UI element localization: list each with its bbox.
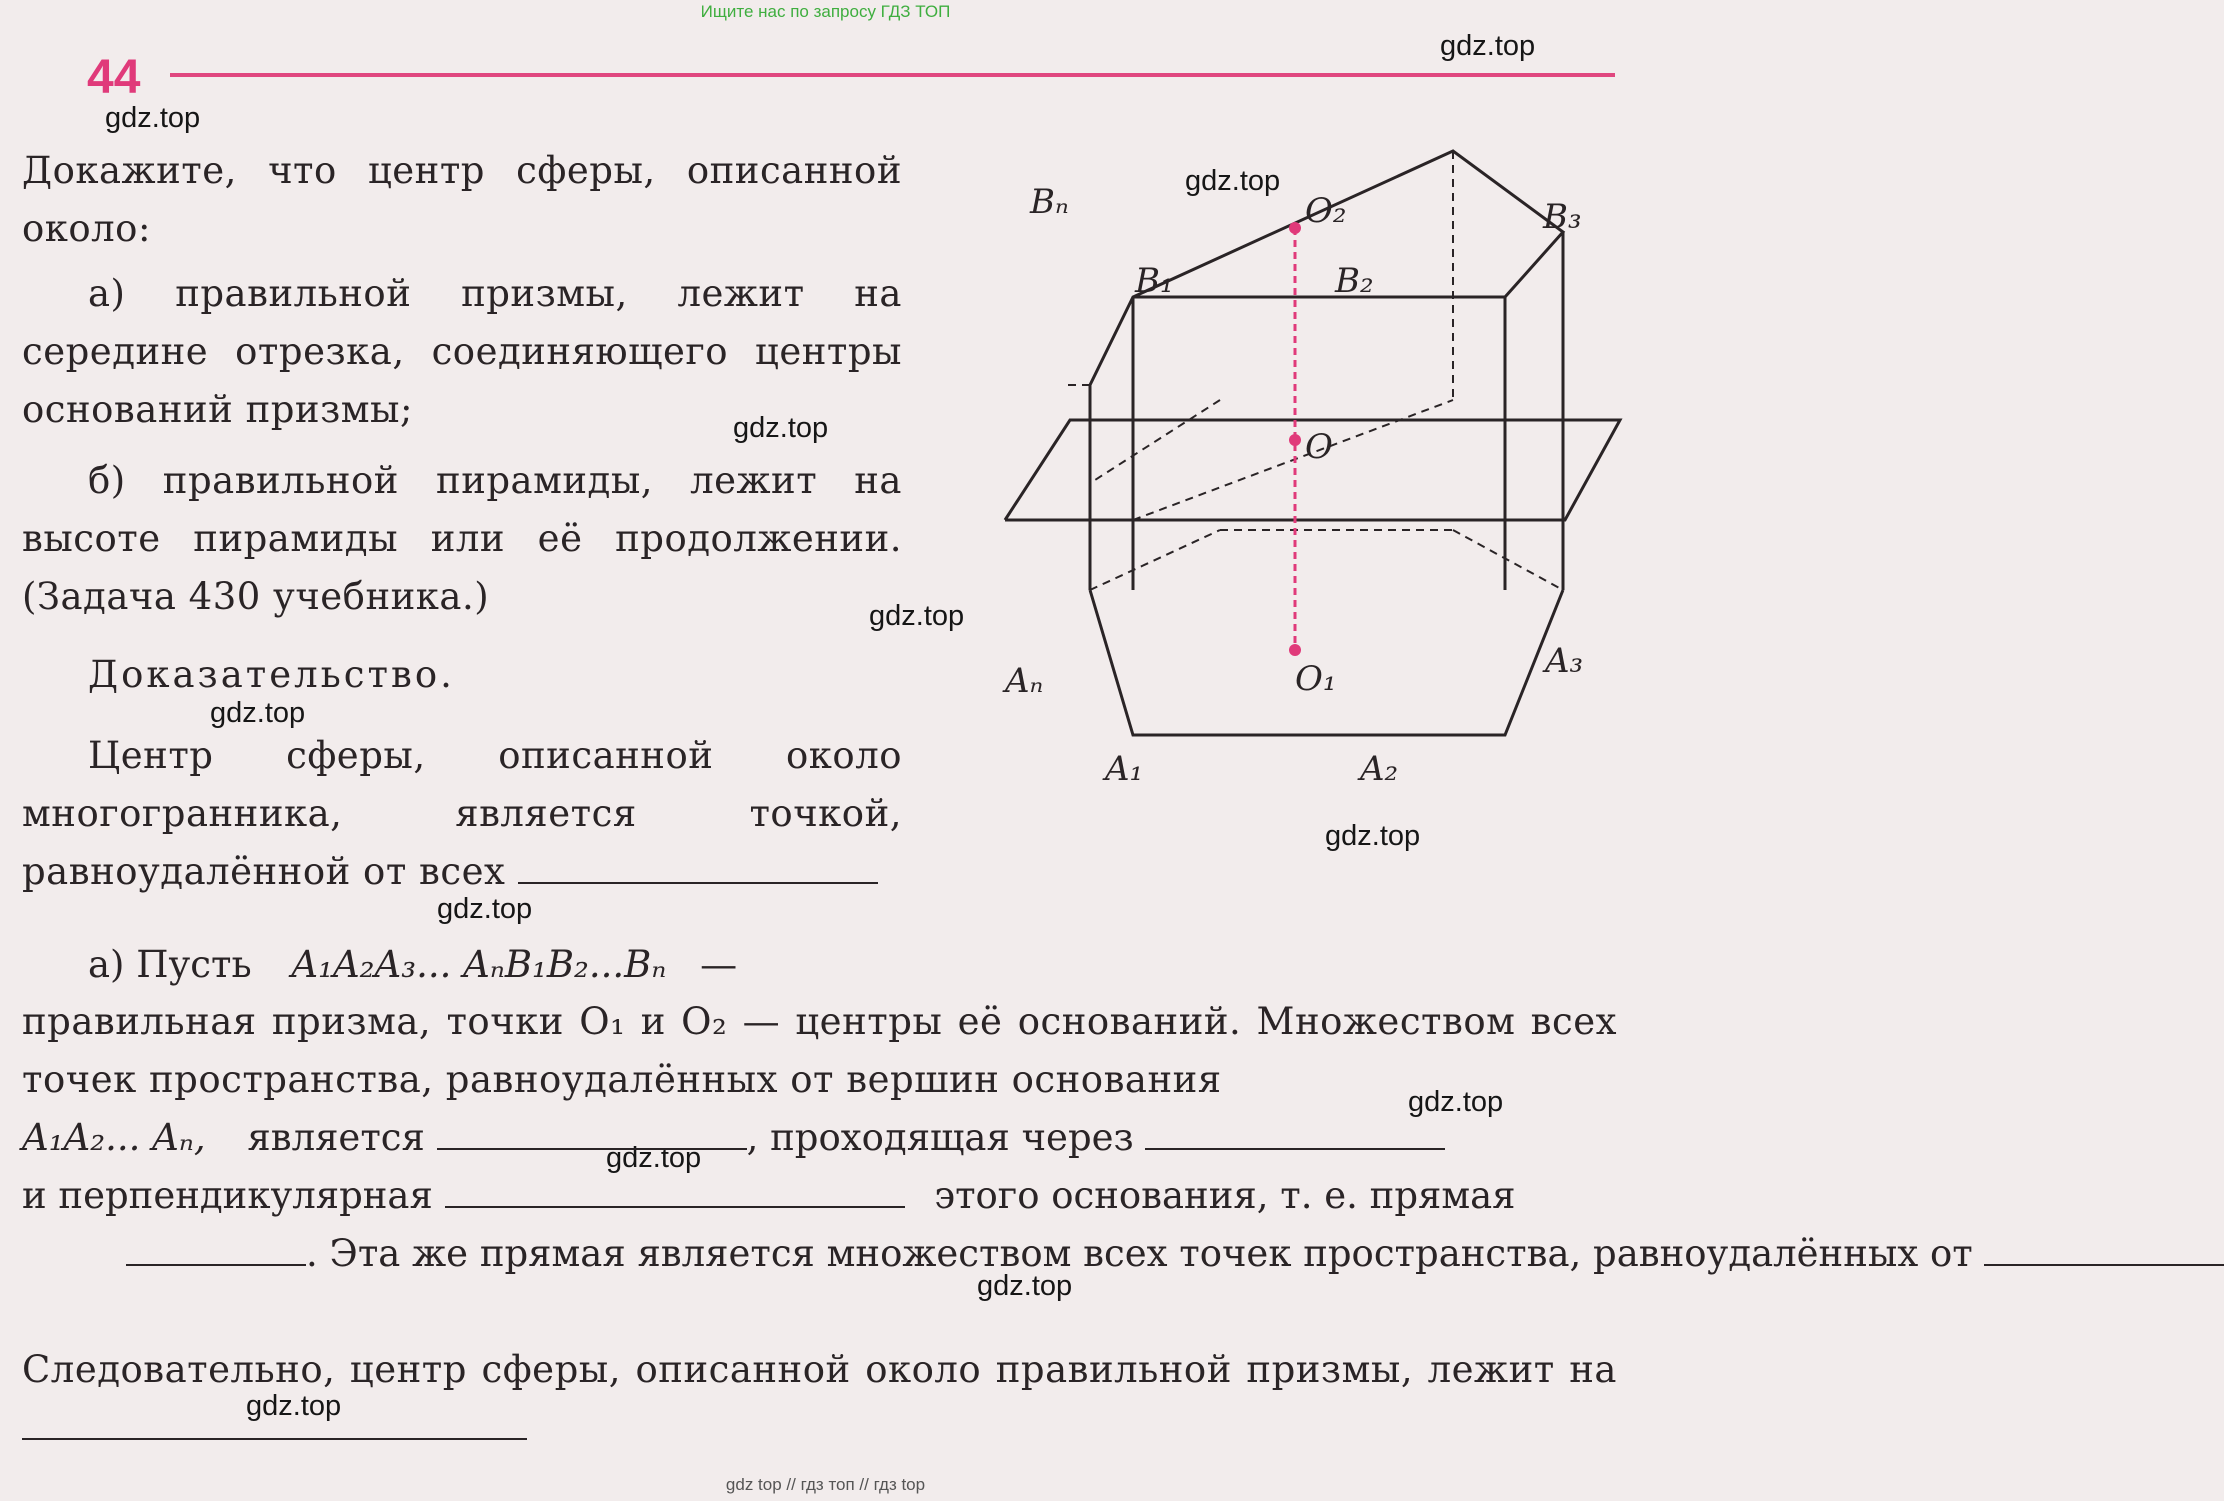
label-o1: O₁	[1295, 659, 1337, 699]
watermark: gdz.top	[1408, 1086, 1504, 1118]
label-o: O	[1305, 427, 1333, 467]
proof-a-start: а) Пусть	[88, 943, 252, 986]
line3-text: является	[247, 1116, 425, 1159]
proof-a-line-2: правильная призма, точки O₁ и O₂ — центры её оснований. Множеством всех точек пространства, равноудалённых от вершин основания	[22, 1000, 1617, 1101]
watermark: gdz.top	[1440, 30, 1536, 62]
line4-end: этого основания, т. е. прямая	[934, 1174, 1516, 1217]
line5-text: . Эта же прямая является множеством всех точек пространства, равноудалённых от	[306, 1232, 1973, 1275]
label-a1: A₁	[1105, 749, 1144, 789]
watermark: gdz.top	[1185, 165, 1281, 197]
proof-a-line-3	[22, 1109, 1617, 1167]
sphere-center-o-point	[1289, 434, 1301, 446]
center-o2-point	[1289, 222, 1301, 234]
line4-start: и перпендикулярная	[22, 1174, 433, 1217]
answer-blank-4[interactable]	[445, 1174, 905, 1208]
watermark: gdz.top	[210, 697, 306, 729]
prism-name: A₁A₂A₃... AₙB₁B₂...Bₙ	[291, 943, 667, 986]
proof-a-line-5	[22, 1225, 1973, 1283]
answer-blank-6[interactable]	[1984, 1232, 2224, 1266]
watermark: gdz.top	[606, 1142, 702, 1174]
top-banner: Ищите нас по запросу ГДЗ ТОП	[700, 2, 951, 21]
prism-figure	[1005, 140, 1635, 820]
watermark: gdz.top	[1325, 820, 1421, 852]
answer-blank-2[interactable]	[437, 1116, 747, 1150]
label-a3: A₃	[1545, 641, 1584, 681]
answer-blank-1[interactable]	[518, 850, 878, 884]
header-rule	[170, 73, 1615, 77]
label-o2: O₂	[1305, 191, 1347, 231]
label-b3: B₃	[1543, 197, 1582, 237]
dash: —	[700, 943, 738, 986]
page-number: 44	[87, 51, 141, 104]
label-bn: Bₙ	[1030, 182, 1069, 222]
center-o1-point	[1289, 644, 1301, 656]
watermark: gdz.top	[869, 600, 965, 632]
watermark: gdz.top	[977, 1270, 1073, 1302]
label-a2: A₂	[1360, 749, 1399, 789]
answer-blank-7[interactable]	[22, 1406, 527, 1440]
problem-item-a: а) правильной призмы, лежит на середине отрезка, соединяющего центры оснований призмы;	[22, 272, 902, 431]
proof-paragraph-1	[22, 727, 902, 901]
footer-watermark: gdz top // гдз топ // гдз top	[725, 1475, 926, 1494]
answer-blank-3[interactable]	[1145, 1116, 1445, 1150]
problem-intro: Докажите, что центр сферы, описанной около:	[22, 149, 902, 250]
label-b1: B₁	[1135, 261, 1174, 301]
proof-heading: Доказательство.	[88, 653, 455, 696]
proof-a-line-6	[22, 1341, 1617, 1457]
base-vertices: A₁A₂... Aₙ,	[22, 1116, 206, 1159]
watermark: gdz.top	[246, 1390, 342, 1422]
watermark: gdz.top	[105, 102, 201, 134]
watermark: gdz.top	[733, 412, 829, 444]
line3-text2: , проходящая через	[746, 1116, 1134, 1159]
proof-a-first-line	[88, 936, 903, 994]
problem-item-b: б) правильной пирамиды, лежит на высоте пирамиды или её продолжении. (Задача 430 учебника.)	[22, 459, 902, 618]
label-b2: B₂	[1335, 261, 1374, 301]
line6-text: Следовательно, центр сферы, описанной около правильной призмы, лежит на	[22, 1348, 1617, 1391]
watermark: gdz.top	[437, 893, 533, 925]
label-an: Aₙ	[1005, 661, 1044, 701]
proof-a-line-4	[22, 1167, 1617, 1225]
answer-blank-5[interactable]	[126, 1232, 306, 1266]
proof-p1-text: Центр сферы, описанной около многогранника, является точкой, равноудалённой от всех	[22, 734, 902, 893]
